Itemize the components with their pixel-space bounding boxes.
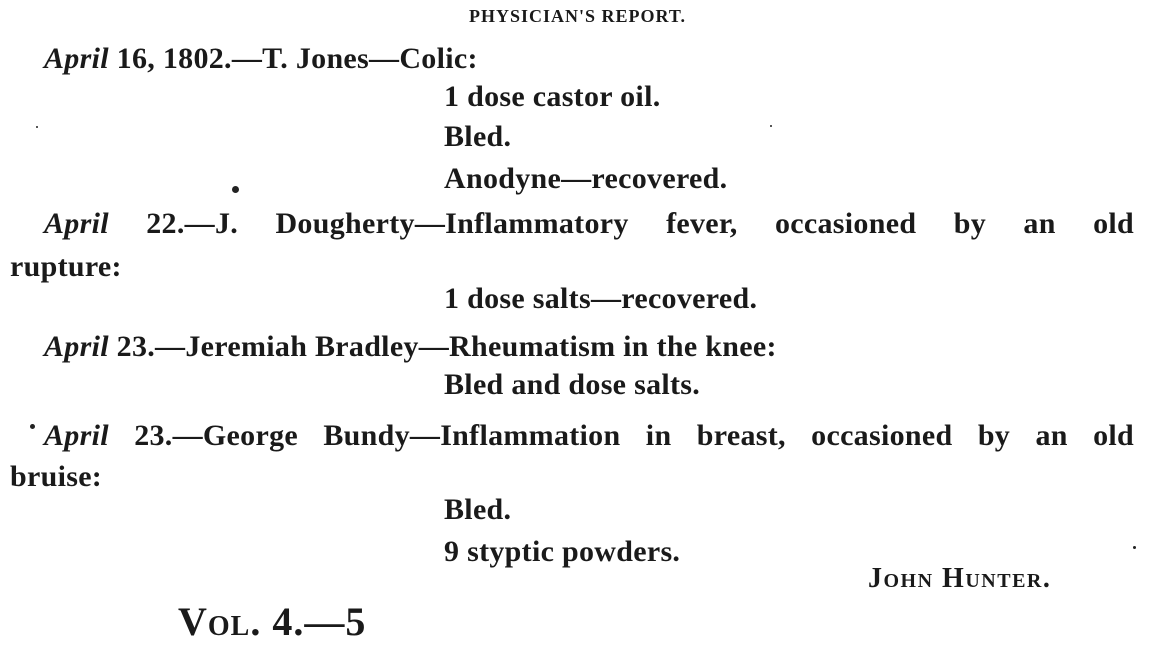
entry-1-date-label: April xyxy=(44,42,109,75)
entry-2-header xyxy=(44,205,1134,243)
entry-2-date-label: April xyxy=(44,207,109,240)
ink-speck xyxy=(36,126,38,128)
entry-3-treatment-1: Bled and dose salts. xyxy=(444,368,701,401)
entry-2-continuation: rupture: xyxy=(10,250,122,283)
signature: John Hunter. xyxy=(868,563,1052,594)
report-heading: PHYSICIAN'S REPORT. xyxy=(468,6,687,26)
entry-3-date-label: April xyxy=(44,330,109,363)
entry-3-header xyxy=(44,328,777,366)
ink-speck xyxy=(770,125,772,127)
entry-4-date-label: April xyxy=(44,419,109,452)
entry-4-continuation: bruise: xyxy=(10,460,103,493)
entry-3-text: 23.—Jeremiah Bradley—Rheumatism in the knee: xyxy=(108,330,777,363)
entry-1-treatment-1: 1 dose castor oil. xyxy=(444,80,661,113)
entry-4-text: 23.—George Bundy—Inflammation in breast, occasioned by an old xyxy=(108,419,1134,452)
entry-4-header xyxy=(44,417,1134,455)
entry-4-treatment-1: Bled. xyxy=(444,493,512,526)
entry-1-treatment-3: Anodyne—recovered. xyxy=(444,162,728,195)
ink-speck xyxy=(232,186,239,193)
ink-speck xyxy=(1133,546,1136,549)
entry-1-text: 16, 1802.—T. Jones—Colic: xyxy=(108,42,478,75)
entry-2-treatment-1: 1 dose salts—recovered. xyxy=(444,282,758,315)
entry-1-treatment-2: Bled. xyxy=(444,120,512,153)
ink-speck xyxy=(30,424,35,429)
entry-4-treatment-2: 9 styptic powders. xyxy=(444,535,681,568)
volume-mark: Vol. 4.—5 xyxy=(178,599,367,644)
entry-1-header xyxy=(44,40,478,78)
entry-2-text: 22.—J. Dougherty—Inflammatory fever, occasioned by an old xyxy=(108,207,1134,240)
